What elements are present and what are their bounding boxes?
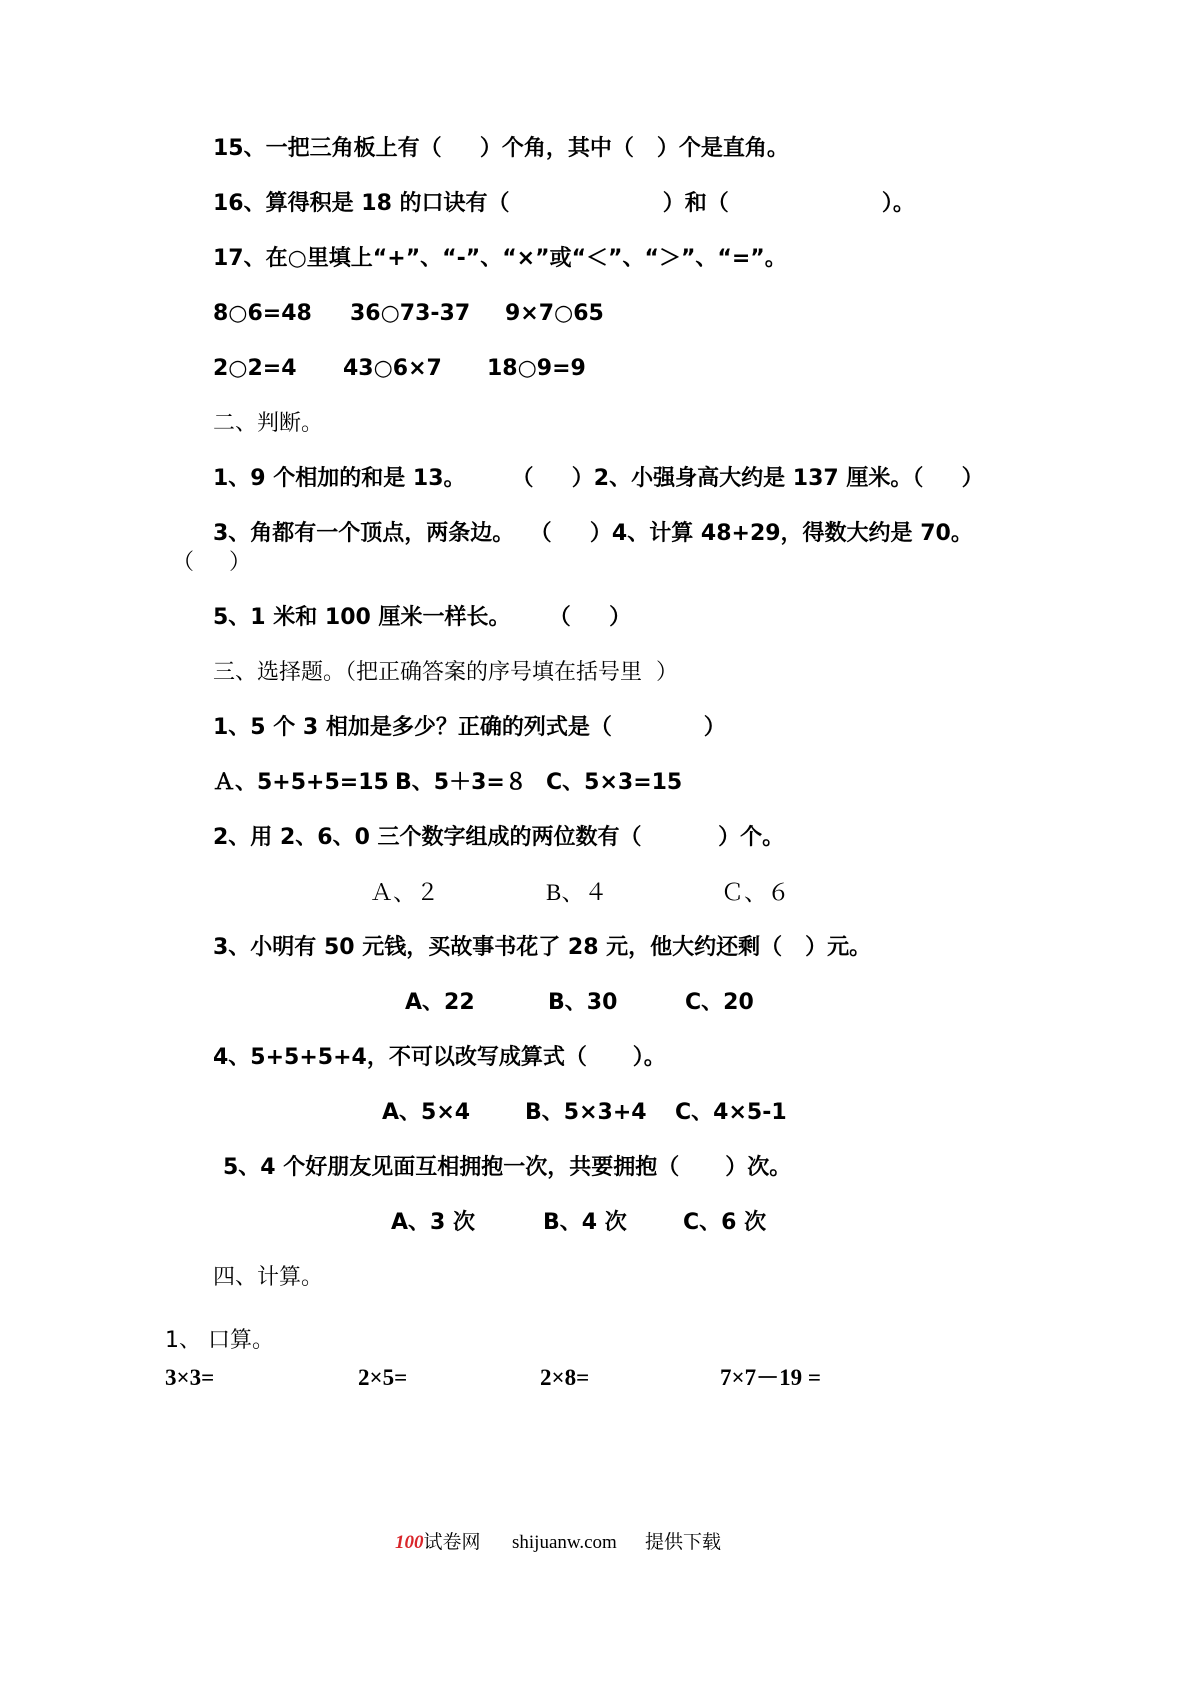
section-4-heading: 四、计算。 <box>213 1265 324 1290</box>
mental-math-title: 1、 口算。 <box>165 1328 274 1353</box>
judge-4-paren: （ ） <box>172 550 251 575</box>
calc-item: 2×8= <box>540 1365 590 1390</box>
q17-item: 43○6×7 <box>343 356 442 381</box>
q17-item: 2○2=4 <box>213 356 297 381</box>
choice-option: Ａ、5+5+5=15 <box>213 770 389 795</box>
choice-4: 4、5+5+5+4，不可以改写成算式（ ）。 <box>213 1045 666 1070</box>
logo-text: 试卷网 <box>423 1532 481 1553</box>
q17-item: 8○6=48 <box>213 301 312 326</box>
question-16: 16、算得积是 18 的口诀有（ ）和（ ）。 <box>213 191 915 216</box>
choice-option: C、20 <box>685 990 754 1015</box>
calc-item: 3×3= <box>165 1365 215 1390</box>
q17-item: 18○9=9 <box>487 356 586 381</box>
choice-option: B、４ <box>546 880 608 905</box>
choice-3: 3、小明有 50 元钱，买故事书花了 28 元，他大约还剩（ ）元。 <box>213 935 872 960</box>
choice-option: B、4 次 <box>543 1210 627 1235</box>
choice-5: 5、4 个好朋友见面互相拥抱一次，共要拥抱（ ）次。 <box>223 1155 792 1180</box>
question-17: 17、在○里填上“+”、“-”、“×”或“＜”、“＞”、“=”。 <box>213 246 787 271</box>
calc-item: 7×7－19 = <box>720 1365 821 1390</box>
calc-item: 2×5= <box>358 1365 408 1390</box>
question-15: 15、一把三角板上有（ ）个角，其中（ ）个是直角。 <box>213 136 789 161</box>
site-logo <box>395 1528 481 1558</box>
choice-1: 1、5 个 3 相加是多少？正确的列式是（ ） <box>213 715 726 740</box>
judge-5: 5、1 米和 100 厘米一样长。 （ ） <box>213 605 632 630</box>
choice-option: A、5×4 <box>382 1100 471 1125</box>
q17-item: 9×7○65 <box>505 301 604 326</box>
q17-item: 36○73-37 <box>350 301 471 326</box>
judge-3-4: 3、角都有一个顶点，两条边。 （ ）4、计算 48+29，得数大约是 70。 <box>213 521 973 546</box>
choice-option: B、5×3+4 <box>525 1100 647 1125</box>
choice-2: 2、用 2、6、0 三个数字组成的两位数有（ ）个。 <box>213 825 785 850</box>
judge-1-2: 1、9 个相加的和是 13。 （ ）2、小强身高大约是 137 厘米。（ ） <box>213 466 984 491</box>
choice-option: A、22 <box>405 990 475 1015</box>
choice-option: C、5×3=15 <box>546 770 683 795</box>
section-3-heading: 三、选择题。（把正确答案的序号填在括号里 ） <box>213 660 678 685</box>
choice-option: C、6 次 <box>683 1210 767 1235</box>
choice-option: Ａ、２ <box>370 880 439 905</box>
logo-number: 100 <box>395 1532 424 1553</box>
page-footer <box>0 1528 1191 1558</box>
choice-option: A、3 次 <box>391 1210 475 1235</box>
site-url: shijuanw.com <box>512 1532 617 1553</box>
choice-option: Ｃ、６ <box>721 880 790 905</box>
choice-option: B、5＋3=８ <box>395 770 527 795</box>
section-2-heading: 二、判断。 <box>213 411 324 436</box>
choice-option: C、4×5-1 <box>675 1100 787 1125</box>
footer-note: 提供下载 <box>645 1532 722 1553</box>
choice-option: B、30 <box>548 990 618 1015</box>
